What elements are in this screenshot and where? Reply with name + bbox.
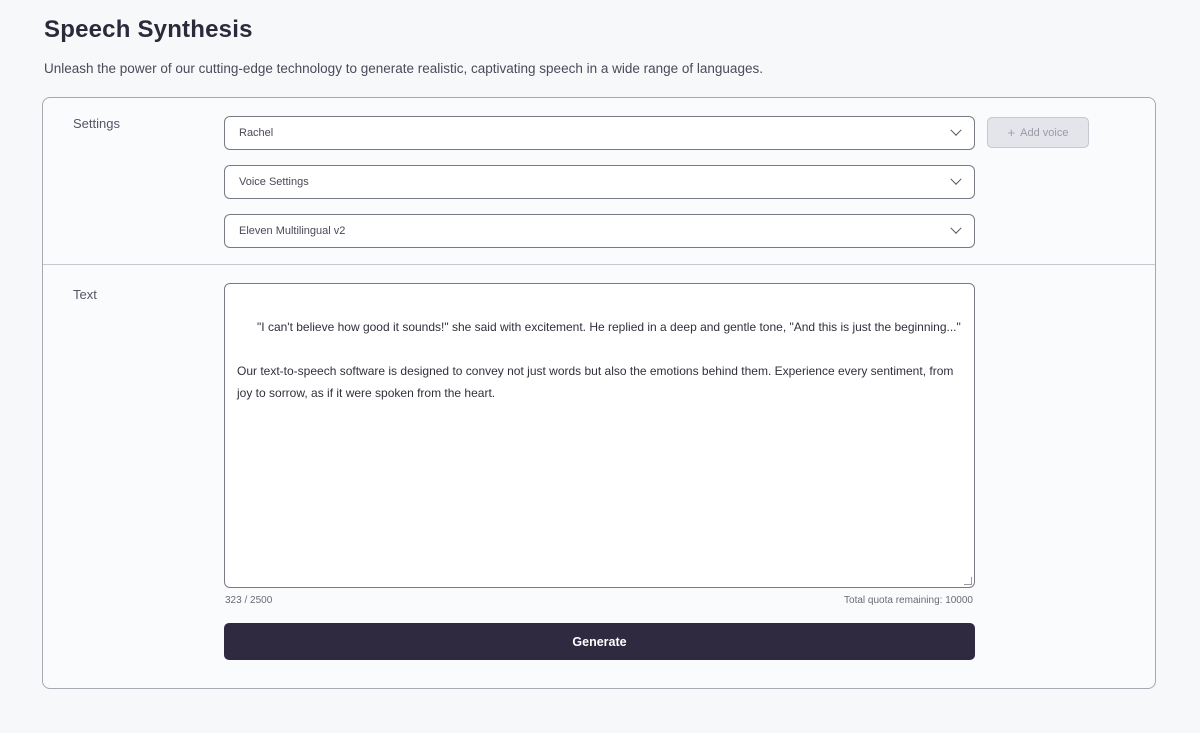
section-divider	[43, 264, 1155, 265]
voice-settings-value: Voice Settings	[239, 176, 309, 188]
generate-button[interactable]: Generate	[224, 623, 975, 660]
add-voice-label: Add voice	[1020, 126, 1069, 139]
chevron-down-icon	[950, 174, 961, 185]
char-count: 323 / 2500	[225, 595, 273, 606]
plus-icon: +	[1007, 125, 1016, 140]
voice-select-value: Rachel	[239, 127, 274, 139]
page-subtitle: Unleash the power of our cutting-edge technology to generate realistic, captivating speech in a wide range of languages.	[44, 61, 763, 76]
text-input-content: "I can't believe how good it sounds!" she said with excitement. He replied in a deep and gentle tone, "And this is just the beginning..." Our text-to-speech software is designed to convey not just words but also the emotions behind them. Experience every sentiment, from joy to sorrow, as if it were spoken from the heart.	[237, 320, 961, 400]
resize-handle[interactable]	[964, 577, 972, 585]
add-voice-button[interactable]	[987, 117, 1089, 148]
model-select-value: Eleven Multilingual v2	[239, 225, 346, 237]
text-label: Text	[73, 287, 97, 302]
voice-select[interactable]	[224, 116, 975, 150]
text-input[interactable]	[224, 283, 975, 588]
chevron-down-icon	[950, 125, 961, 136]
quota-remaining: Total quota remaining: 10000	[844, 595, 973, 606]
chevron-down-icon	[950, 223, 961, 234]
voice-settings-select[interactable]	[224, 165, 975, 199]
synthesis-card	[42, 97, 1156, 689]
settings-label: Settings	[73, 116, 120, 131]
page-title: Speech Synthesis	[44, 16, 253, 43]
model-select[interactable]	[224, 214, 975, 248]
